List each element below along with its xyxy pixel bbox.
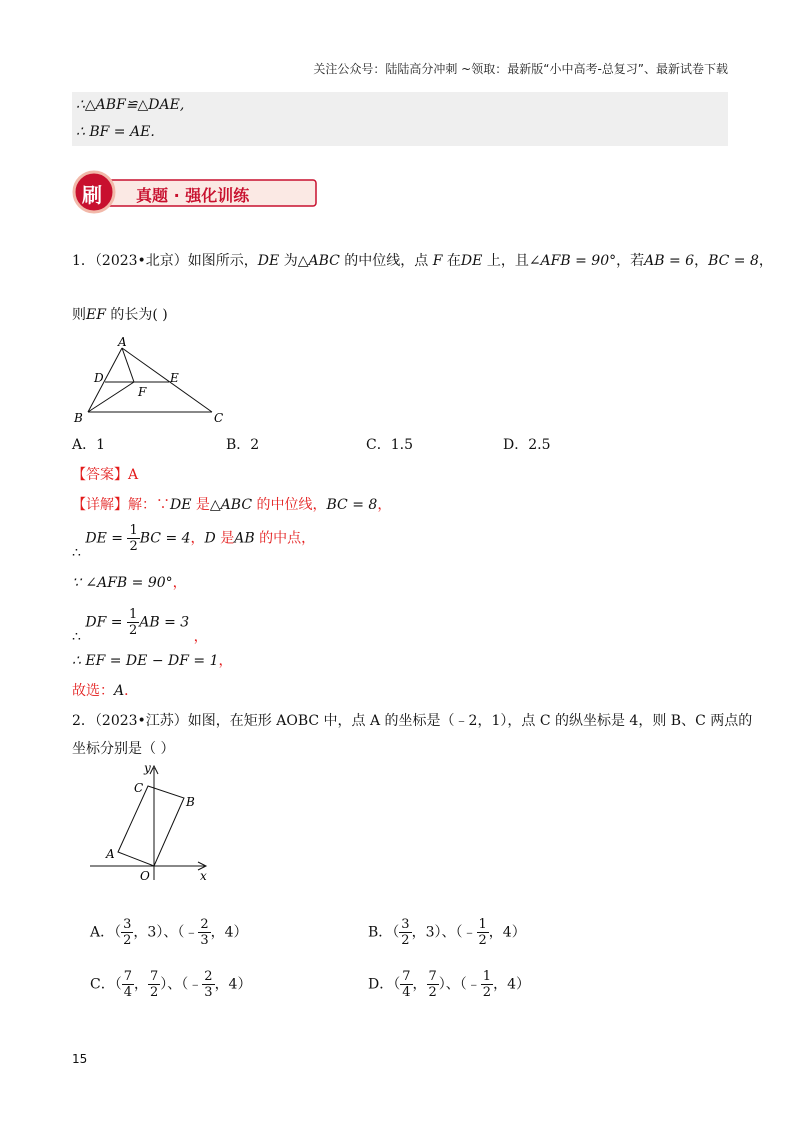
q1-answer [72,464,138,484]
q1-stem-text: ，若 [616,253,645,269]
q1-label-A: A [118,335,127,349]
fraction-one-half: $\frac{1}{2}$ [128,607,138,638]
q1-stem-math: EF [86,307,106,323]
q1-label-D: D [94,371,104,385]
q1-stem-math: BC = 8 [708,253,759,269]
q1-stem-text: 则 [72,307,86,323]
detail-text: 的中位线， [252,497,327,513]
q1-stem-math: DE [460,253,483,269]
q2-stem-line1: 2．（2023•江苏）如图，在矩形 AOBC 中，点 A 的坐标是（﹣2，1），点 C 的纵坐标是 4，则 B、C 两点的 [72,713,753,729]
q1-stem-math: F [432,253,443,269]
q1-answer-blank: ( ) [152,307,168,323]
q1-option-d: D．2.5 [503,437,551,453]
detail-math: DE [170,497,192,513]
fraction-one-half: $\frac{1}{2}$ [129,523,138,554]
previous-proof-box [72,92,728,146]
q1-conclusion [72,680,138,700]
q1-stem-text: ， [694,253,709,269]
section-banner [72,170,320,214]
q2-label-B: B [186,795,195,809]
banner-icon-char: 刷 [82,183,102,207]
detail-math: D [204,530,216,547]
q1-stem-text: 上，且 [482,253,529,269]
q2-option-a: A．（ $\frac{3}{2}$ ，3）、（﹣ $\frac{2}{3}$ ，4） [90,917,248,948]
q1-stem-text: 1．（2023•北京）如图所示， [72,253,258,269]
q1-label-B: B [74,411,83,425]
detail-text: ， [193,628,208,645]
banner-title: 真题 · 强化训练 [136,186,250,205]
q2-label-O: O [140,869,150,883]
q2-option-d: D．（ $\frac{7}{4}$ ， $\frac{7}{2}$ ）、（﹣ $\frac{1}{2}$ ，4） [368,969,530,1000]
q1-detail-line5 [72,650,232,670]
q1-detail-line2 [72,523,316,561]
q1-triangle-figure [72,334,232,426]
q2-label-A: A [106,847,115,861]
detail-math: ∵ ∠AFB = 90° [72,575,173,591]
answer-label: 【答案】 [72,467,128,483]
detail-text: ， [218,653,233,669]
detail-math: AB = 3 [139,614,190,631]
answer-value: A [128,467,139,483]
detail-text: ， [377,497,392,513]
detail-math: BC = 4 [139,530,191,547]
q1-stem-math: AB = 6 [644,253,695,269]
q1-detail-line4 [72,607,208,645]
q1-stem-text: 的中位线，点 [339,253,433,269]
q1-stem-math: ∠AFB = 90° [528,253,617,269]
detail-math: AB [234,530,255,547]
q1-stem-text: ， [758,253,773,269]
detail-text: 解：∵ [128,497,170,513]
q1-option-b: B．2 [226,437,260,453]
q1-stem-text: 为 [279,253,298,269]
q1-stem-line2 [72,304,168,324]
detail-math: DE = [85,530,123,547]
q1-label-F: F [138,385,147,399]
detail-text: 的中点， [254,530,316,547]
detail-label: 【详解】 [72,497,128,513]
q1-detail-line1 [72,494,391,514]
detail-text: ， [190,530,205,547]
q1-stem-text: 在 [442,253,461,269]
detail-text: 是 [215,530,235,547]
q1-stem-line1 [72,250,773,270]
q2-coordinate-figure [88,762,218,886]
detail-text: 是 [191,497,210,513]
q2-label-x: x [200,869,207,883]
q2-option-c: C．（ $\frac{7}{4}$ ， $\frac{7}{2}$ ）、（﹣ $\frac{2}{3}$ ，4） [90,969,252,1000]
detail-math: A [114,683,125,699]
q2-label-C: C [134,781,144,795]
detail-text: ． [124,683,139,699]
q2-option-b: B．（ $\frac{3}{2}$ ，3）、（﹣ $\frac{1}{2}$ ，4） [368,917,526,948]
detail-therefore: ∴ [72,544,81,561]
q1-stem-math: DE [257,253,280,269]
q1-label-C: C [214,411,224,425]
page-header: 关注公众号：陆陆高分冲刺 ~领取：最新版“小中高考-总复习”、最新试卷下载 [313,62,728,76]
q2-label-y: y [144,762,151,775]
detail-math: BC = 8 [326,497,378,513]
q2-stem-line2: 坐标分别是（ ） [72,741,175,757]
q1-stem-math: △ABC [297,253,340,269]
q1-stem-text: 的长为 [105,307,153,323]
detail-text: ， [172,575,187,591]
detail-math: △ABC [209,497,253,513]
q1-option-a: A．1 [72,437,106,453]
detail-therefore: ∴ [72,628,81,645]
q1-option-c: C．1.5 [366,437,413,453]
q1-detail-line3 [72,572,187,592]
proof-line-2: ∴ BF = AE. [76,124,155,140]
detail-math: DF = [85,614,123,631]
q1-label-E: E [170,371,179,385]
page-number: 15 [72,1052,88,1066]
detail-text: 故选： [72,683,114,699]
proof-line-1: ∴△ABF≌△DAE, [76,97,185,113]
detail-math: ∴ EF = DE − DF = 1 [72,653,219,669]
